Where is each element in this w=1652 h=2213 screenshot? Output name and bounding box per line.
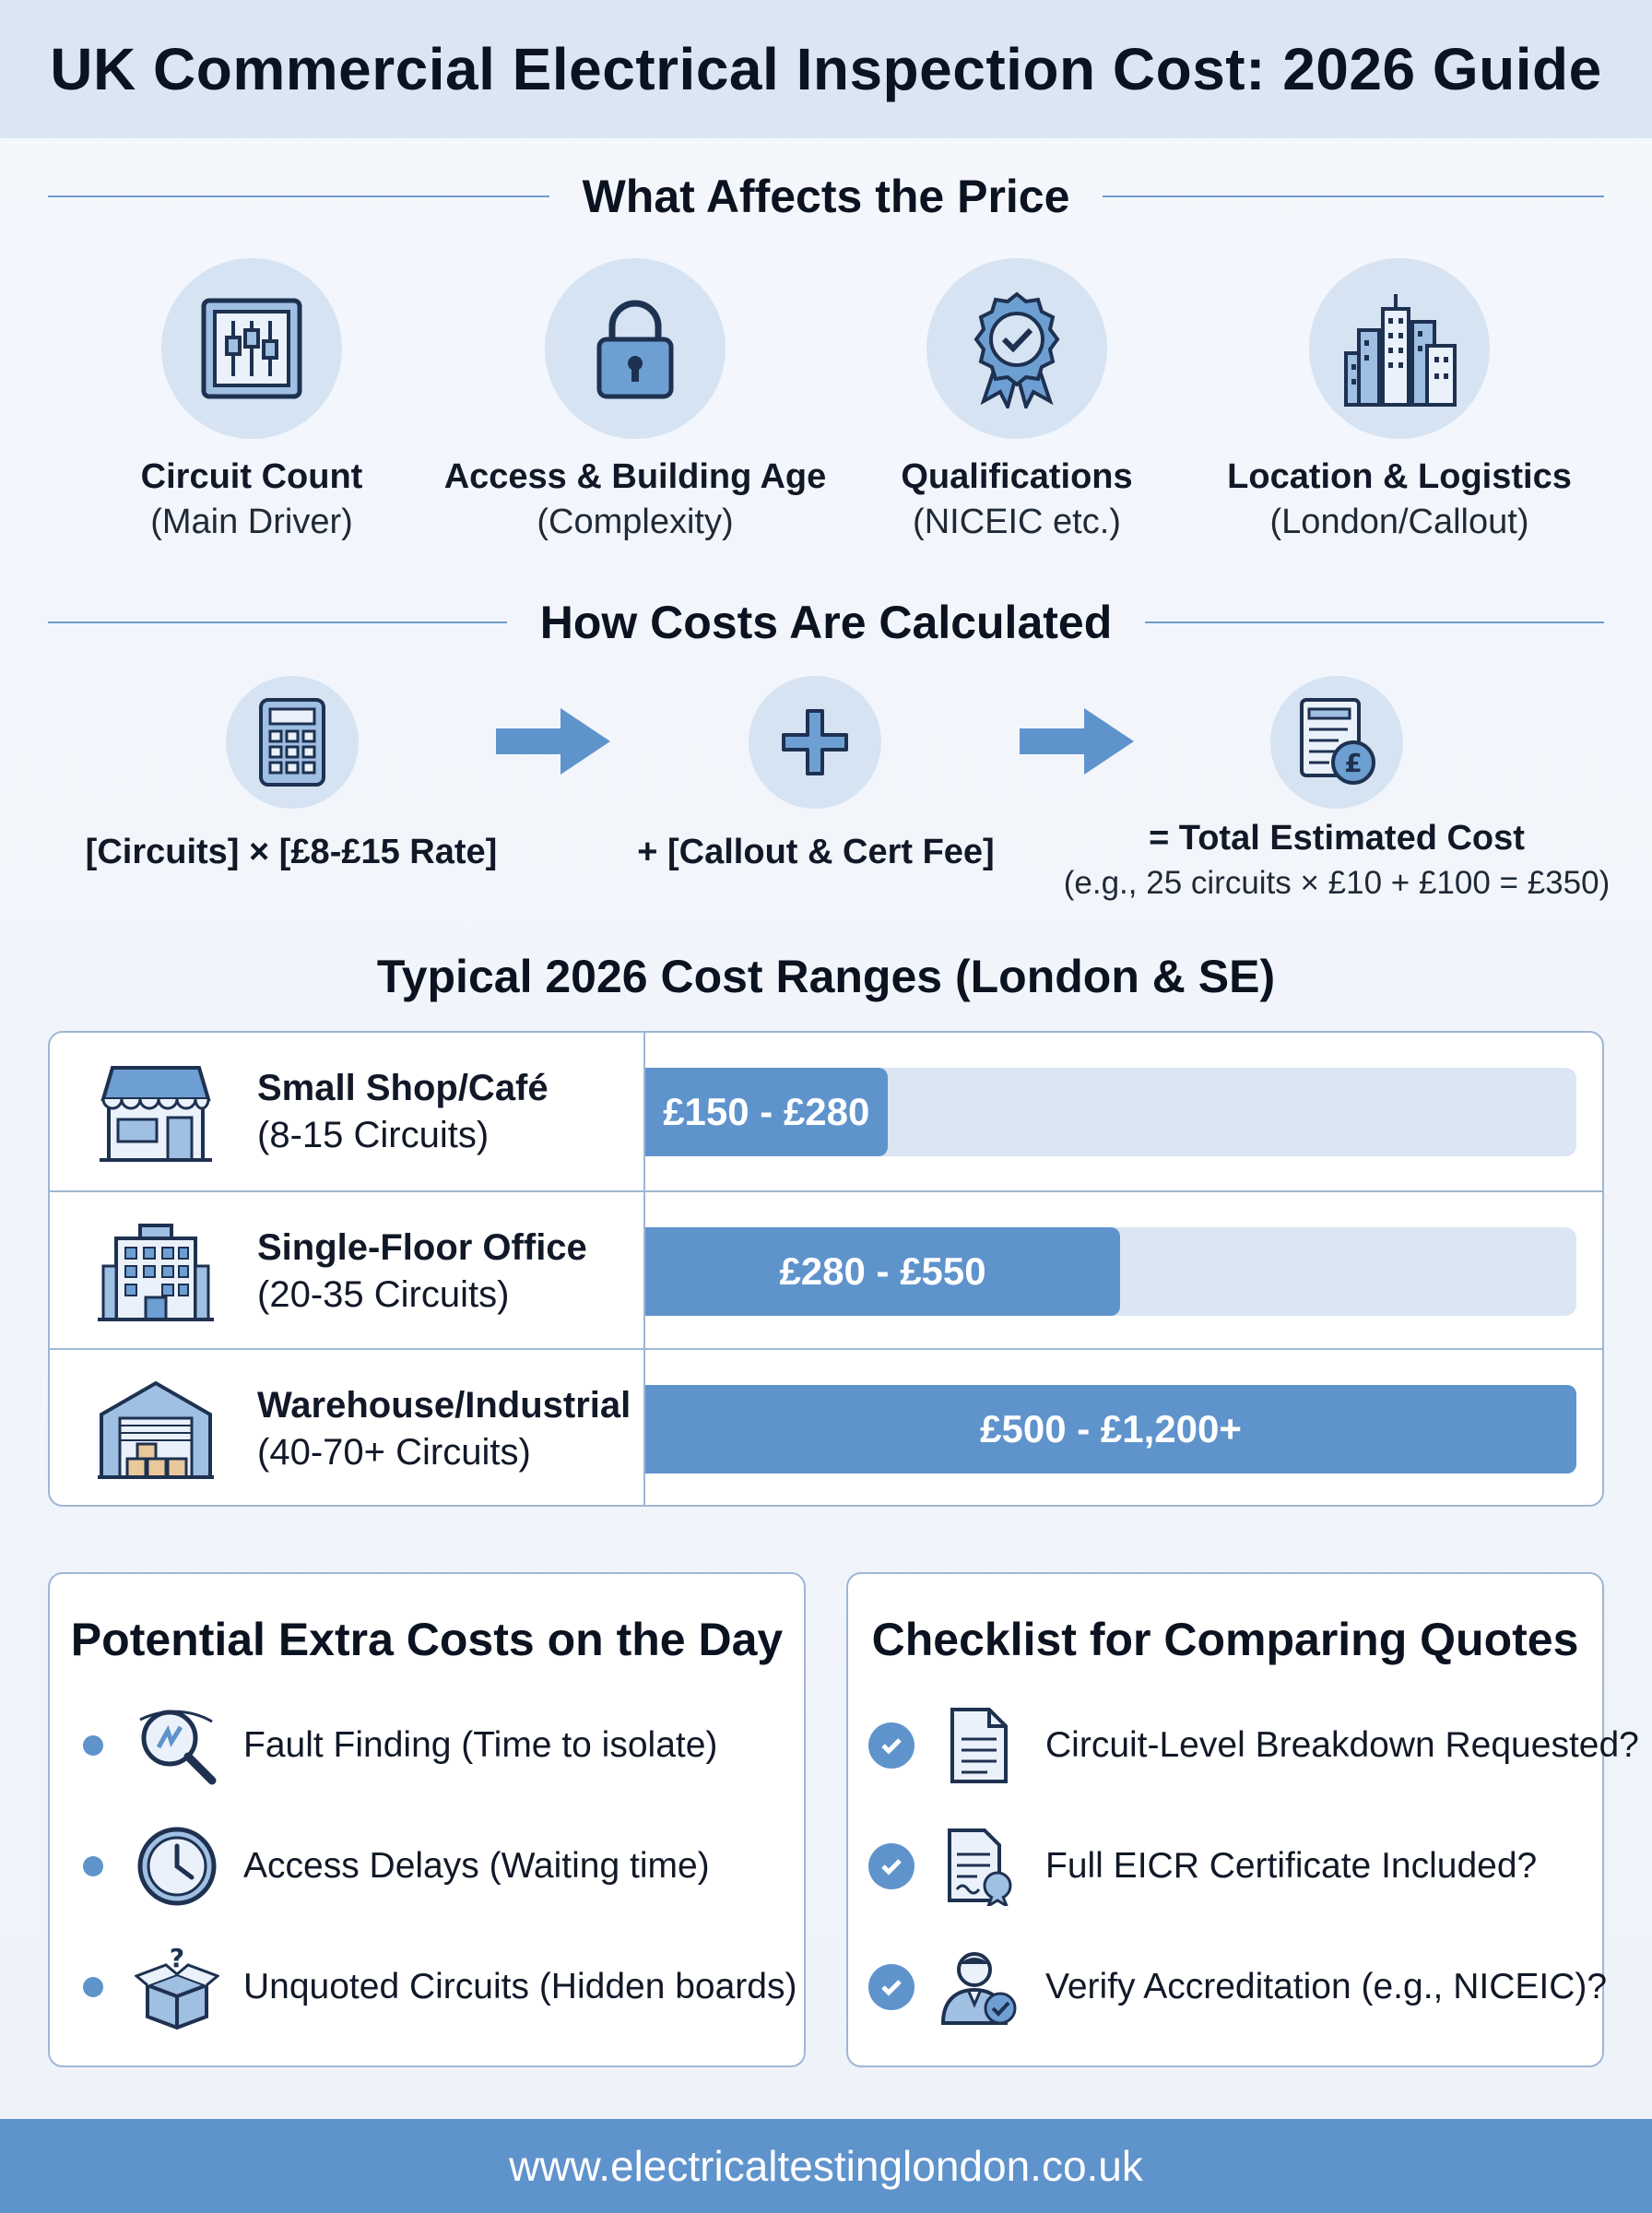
svg-text:£: £ [1344, 748, 1363, 778]
checklist-text: Verify Accreditation (e.g., NICEIC)? [1045, 1967, 1608, 2006]
clock-icon [135, 1824, 219, 1909]
arrow-right-icon [1020, 704, 1134, 778]
factor-name: Circuit Count [140, 457, 363, 496]
affects-section-heading [48, 170, 1604, 223]
warehouse-icon [96, 1378, 216, 1481]
calc-step-total: = Total Estimated Cost [1149, 819, 1525, 858]
arrow-right-icon [496, 704, 610, 778]
invoice-pound-icon [1270, 676, 1403, 809]
extra-cost-text: Access Delays (Waiting time) [243, 1846, 710, 1886]
checkmark-icon [868, 1843, 914, 1889]
website-link[interactable]: www.electricaltestinglondon.co.uk [509, 2142, 1143, 2190]
plus-icon [749, 676, 881, 809]
divider [48, 621, 507, 623]
divider [48, 195, 549, 197]
divider [1103, 195, 1604, 197]
extra-costs-card [48, 1572, 806, 2067]
circuit-count: (20-35 Circuits) [257, 1274, 510, 1315]
page-title: UK Commercial Electrical Inspection Cost: 2026 Guide [50, 36, 1602, 102]
extra-cost-text: Unquoted Circuits (Hidden boards) [243, 1967, 797, 2006]
range-bar [645, 1385, 1576, 1473]
checkmark-icon [868, 1722, 914, 1769]
ranges-title: Typical 2026 Cost Ranges (London & SE) [376, 951, 1276, 1002]
row-label [257, 1227, 587, 1316]
list-item [83, 1824, 710, 1909]
header-banner [0, 0, 1652, 138]
range-track [645, 1068, 1576, 1156]
cost-ranges-table [48, 1031, 1604, 1507]
factor-sub: (London/Callout) [1269, 503, 1529, 541]
verified-person-icon [937, 1945, 1021, 2030]
shop-icon [96, 1060, 216, 1164]
checklist-title: Checklist for Comparing Quotes [871, 1614, 1579, 1665]
range-track [645, 1227, 1576, 1316]
factor-sub: (NICEIC etc.) [913, 503, 1121, 541]
factor-sub: (Complexity) [537, 503, 734, 541]
row-label [257, 1068, 549, 1156]
extras-title: Potential Extra Costs on the Day [70, 1614, 784, 1665]
bullet-icon [83, 1856, 103, 1876]
bullet-icon [83, 1977, 103, 1997]
calc-step-callout: + [Callout & Cert Fee] [637, 833, 995, 871]
bullet-icon [83, 1735, 103, 1756]
checkmark-icon [868, 1964, 914, 2010]
calculator-icon [226, 676, 359, 809]
fault-search-icon [135, 1703, 219, 1788]
factor-qualifications [823, 258, 1210, 542]
factor-access-building-age [442, 258, 829, 542]
extra-cost-text: Fault Finding (Time to isolate) [243, 1725, 718, 1765]
range-track [645, 1385, 1576, 1473]
premises-name: Warehouse/Industrial [257, 1385, 631, 1426]
range-label: £150 - £280 [663, 1090, 870, 1133]
office-building-icon [96, 1220, 216, 1323]
list-item [868, 1945, 1607, 2030]
footer-banner [0, 2119, 1652, 2213]
factor-name: Location & Logistics [1227, 457, 1572, 496]
premises-name: Single-Floor Office [257, 1227, 587, 1268]
mystery-box-icon [135, 1945, 219, 2030]
document-icon [937, 1703, 1021, 1788]
premises-name: Small Shop/Café [257, 1068, 549, 1108]
calc-title: How Costs Are Calculated [539, 597, 1113, 648]
calc-example: (e.g., 25 circuits × £10 + £100 = £350) [1063, 865, 1611, 901]
checklist-text: Circuit-Level Breakdown Requested? [1045, 1725, 1639, 1765]
calc-step-circuits: [Circuits] × [£8-£15 Rate] [85, 833, 498, 871]
circuit-count: (40-70+ Circuits) [257, 1432, 531, 1473]
calc-section-heading [48, 596, 1604, 649]
row-label [257, 1385, 631, 1473]
list-item [83, 1703, 717, 1788]
certificate-icon [937, 1824, 1021, 1909]
affects-title: What Affects the Price [582, 171, 1070, 222]
factor-location-logistics [1206, 258, 1593, 542]
range-label: £280 - £550 [779, 1249, 986, 1293]
table-row [50, 1033, 1602, 1190]
padlock-icon [545, 258, 726, 439]
range-bar [645, 1068, 888, 1156]
list-item [868, 1824, 1537, 1909]
factor-sub: (Main Driver) [150, 503, 353, 541]
circuit-board-icon [161, 258, 342, 439]
factor-name: Qualifications [901, 457, 1133, 496]
list-item [83, 1945, 796, 2030]
checklist-text: Full EICR Certificate Included? [1045, 1846, 1538, 1886]
factor-name: Access & Building Age [443, 457, 827, 496]
certified-badge-icon [926, 258, 1107, 439]
factor-circuit-count [58, 258, 445, 542]
svg-text:?: ? [169, 1945, 185, 1973]
table-row [50, 1348, 1602, 1506]
city-buildings-icon [1309, 258, 1490, 439]
divider [1145, 621, 1604, 623]
range-label: £500 - £1,200+ [980, 1407, 1242, 1450]
checklist-card [846, 1572, 1639, 2067]
circuit-count: (8-15 Circuits) [257, 1115, 490, 1155]
list-item [868, 1703, 1639, 1788]
range-bar [645, 1227, 1120, 1316]
table-row [50, 1190, 1602, 1348]
